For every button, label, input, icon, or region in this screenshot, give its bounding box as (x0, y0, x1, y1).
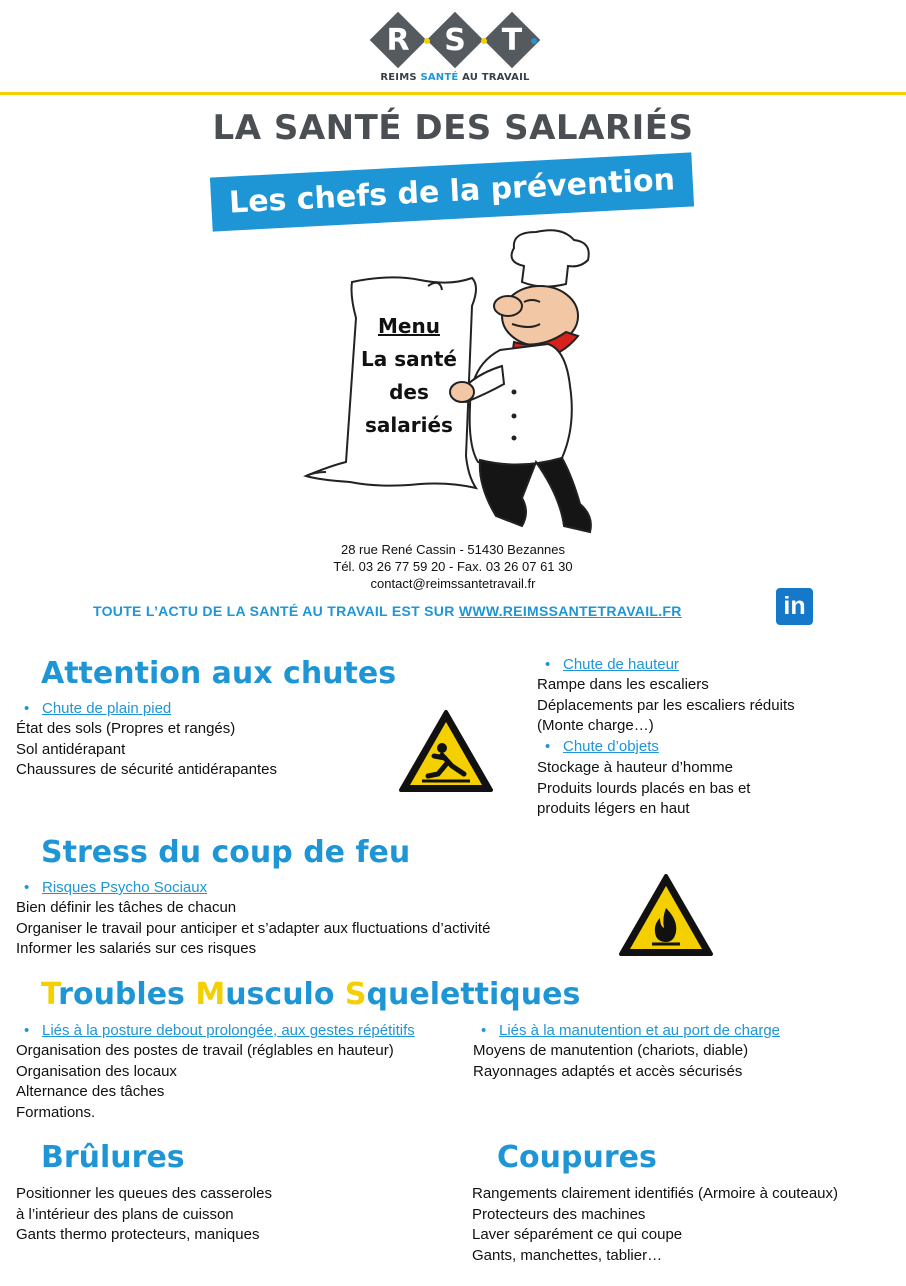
page-title: LA SANTÉ DES SALARIÉS (212, 108, 694, 148)
section-title-brulures: Brûlures (41, 1140, 185, 1175)
contact-address: 28 rue René Cassin - 51430 Bezannes (340, 542, 566, 557)
section-title-tms: Troubles Musculo Squelettiques (41, 977, 581, 1012)
tms-left-list (16, 1041, 394, 1124)
section-title-coupures: Coupures (497, 1140, 657, 1175)
list-item: Rayonnages adaptés et accès sécurisés (473, 1062, 743, 1080)
list-item: Laver séparément ce qui coupe (472, 1226, 683, 1244)
website-link[interactable]: WWW.REIMSSANTETRAVAIL.FR (458, 603, 682, 619)
bullet-chute-plain-pied[interactable]: • Chute de plain pied (24, 700, 171, 717)
list-item: Bien définir les tâches de chacun (16, 899, 237, 916)
slip-warning-icon (398, 708, 494, 794)
list-item: Produits lourds placés en bas et (537, 779, 751, 797)
list-item: Protecteurs des machines (472, 1205, 646, 1223)
logo-dot-blue (531, 38, 537, 44)
tms-right-list (473, 1041, 748, 1082)
rst-logo (370, 10, 540, 88)
flammable-warning-icon (618, 872, 714, 958)
bullet-posture[interactable]: • Liés à la posture debout prolongée, aux gestes répétitifs (24, 1022, 415, 1039)
list-item: (Monte charge…) (537, 717, 654, 735)
list-item: Organiser le travail pour anticiper et s’adapter aux fluctuations d’activité (16, 919, 491, 937)
bullet-chute-hauteur[interactable]: • Chute de hauteur (545, 656, 679, 673)
bullet-chute-objets[interactable]: • Chute d’objets (545, 738, 659, 755)
list-item: Sol antidérapant (16, 740, 126, 758)
bullet-manutention[interactable]: • Liés à la manutention et au port de charge (481, 1022, 780, 1039)
bullet-rps[interactable]: • Risques Psycho Sociaux (24, 879, 207, 896)
logo-letter-r: R (386, 23, 410, 58)
list-item: Alternance des tâches (16, 1083, 165, 1101)
list-item: Stockage à hauteur d’homme (537, 759, 733, 776)
list-item: Moyens de manutention (chariots, diable) (473, 1042, 749, 1059)
menu-line: salariés (365, 413, 453, 437)
actu-text: TOUTE L’ACTU DE LA SANTÉ AU TRAVAIL EST SUR (93, 603, 459, 619)
section-title-stress: Stress du coup de feu (41, 835, 411, 870)
linkedin-icon[interactable]: in (776, 588, 813, 625)
menu-line: La santé (361, 347, 457, 371)
chutes-right-list-1 (537, 675, 795, 737)
header-divider (0, 92, 906, 95)
list-item: Positionner les queues des casseroles (16, 1185, 272, 1202)
actu-line (93, 603, 682, 619)
contact-phone: Tél. 03 26 77 59 20 - Fax. 03 26 07 61 30 (333, 559, 573, 574)
chutes-left-list (16, 719, 277, 781)
chutes-right-list-2 (537, 758, 750, 820)
menu-heading: Menu (378, 314, 440, 338)
subtitle-banner-text: Les chefs de la prévention (228, 162, 676, 221)
list-item: produits légers en haut (537, 800, 690, 818)
logo-subtitle: REIMS SANTÉ AU TRAVAIL (380, 72, 530, 83)
list-item: Informer les salariés sur ces risques (16, 940, 257, 958)
list-item: Rangements clairement identifiés (Armoire à couteaux) (472, 1185, 838, 1202)
list-item: à l’intérieur des plans de cuisson (16, 1205, 234, 1223)
list-item: Organisation des postes de travail (réglables en hauteur) (16, 1042, 394, 1059)
logo-letter-t: T (501, 23, 523, 58)
list-item: État des sols (Propres et rangés) (16, 720, 236, 737)
list-item: Organisation des locaux (16, 1062, 177, 1080)
list-item: Gants thermo protecteurs, maniques (16, 1226, 260, 1244)
menu-line: des (389, 380, 429, 404)
list-item: Chaussures de sécurité antidérapantes (16, 761, 277, 779)
logo-dot-yellow (424, 38, 430, 44)
logo-letter-s: S (444, 23, 466, 58)
contact-email: contact@reimssantetravail.fr (370, 576, 536, 591)
stress-list (16, 898, 490, 960)
list-item: Formations. (16, 1104, 96, 1122)
logo-dot-yellow (481, 38, 487, 44)
list-item: Déplacements par les escaliers réduits (537, 696, 795, 714)
list-item: Gants, manchettes, tablier… (472, 1247, 663, 1265)
coupures-list (472, 1184, 838, 1267)
brulures-list (16, 1184, 272, 1246)
section-title-chutes: Attention aux chutes (41, 656, 397, 691)
list-item: Rampe dans les escaliers (537, 676, 709, 693)
menu-text (350, 310, 468, 442)
